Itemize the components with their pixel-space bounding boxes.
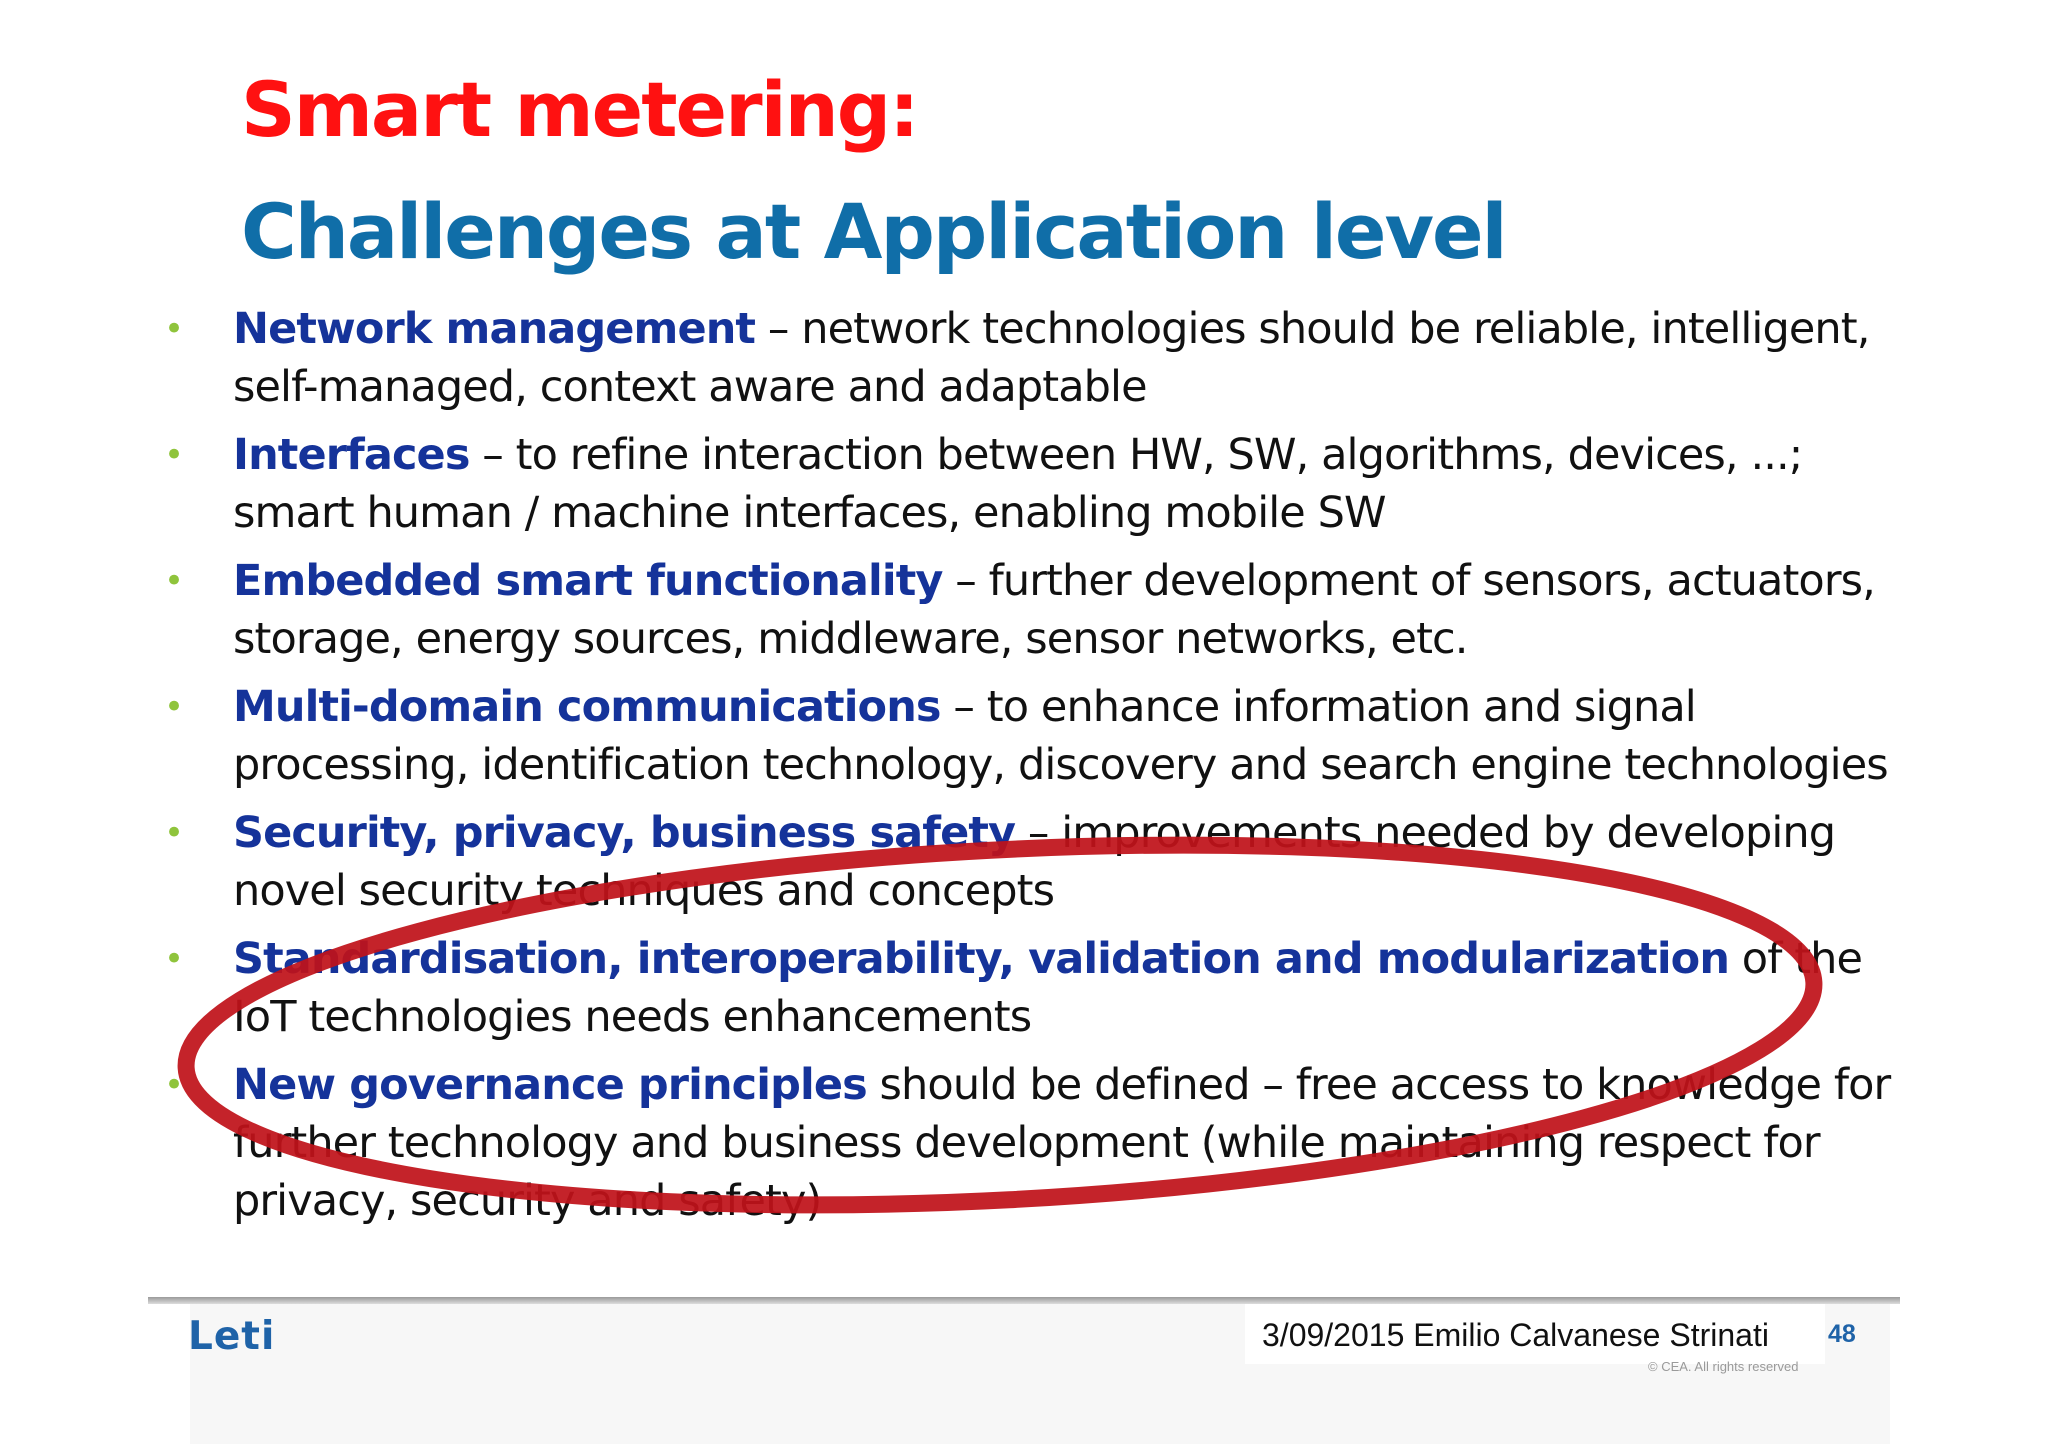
- bullet-dot-icon: •: [164, 435, 184, 475]
- bullet-text: should be defined – free access to knowledge for further technology and business development (while maintaining respect for privacy, security and safety): [233, 1060, 1891, 1226]
- bullet-text: – further development of sensors, actuators, storage, energy sources, middleware, sensor networks, etc.: [233, 556, 1875, 664]
- bullet-dot-icon: •: [164, 813, 184, 853]
- bullet-dot-icon: •: [164, 939, 184, 979]
- bullet-heading: New governance principles: [233, 1060, 867, 1110]
- bullet-heading: Standardisation, interoperability, validation and modularization: [233, 934, 1730, 984]
- bullet-item-network-management: [160, 300, 1900, 416]
- bullet-text: – improvements needed by developing novel security techniques and concepts: [233, 808, 1836, 916]
- leti-logo: Leti: [188, 1314, 276, 1359]
- bullet-dot-icon: •: [164, 687, 184, 727]
- footer-divider: [148, 1297, 1900, 1304]
- footer-date-author: 3/09/2015 Emilio Calvanese Strinati: [1262, 1317, 1769, 1353]
- bullet-item-standardisation: [160, 930, 1900, 1046]
- bullet-heading: Security, privacy, business safety: [233, 808, 1016, 858]
- bullet-dot-icon: •: [164, 309, 184, 349]
- bullet-item-governance: [160, 1056, 1900, 1230]
- bullet-list: [160, 300, 1900, 1240]
- bullet-item-security: [160, 804, 1900, 920]
- bullet-dot-icon: •: [164, 1065, 184, 1105]
- bullet-item-interfaces: [160, 426, 1900, 542]
- slide-title-line1: Smart metering:: [241, 65, 918, 154]
- bullet-text: – to refine interaction between HW, SW, algorithms, devices, ...; smart human / machine interfaces, enabling mobile SW: [233, 430, 1803, 538]
- page-number: 48: [1828, 1320, 1856, 1348]
- bullet-heading: Multi-domain communications: [233, 682, 941, 732]
- bullet-item-multi-domain-communications: [160, 678, 1900, 794]
- bullet-text: – network technologies should be reliable, intelligent, self-managed, context aware and adaptable: [233, 304, 1870, 412]
- slide-title-line2: Challenges at Application level: [241, 187, 1506, 276]
- bullet-heading: Interfaces: [233, 430, 470, 480]
- bullet-text: of the IoT technologies needs enhancements: [233, 934, 1863, 1042]
- bullet-heading: Network management: [233, 304, 756, 354]
- bullet-item-embedded-smart-functionality: [160, 552, 1900, 668]
- copyright-text: © CEA. All rights reserved: [1648, 1359, 1799, 1374]
- bullet-text: – to enhance information and signal processing, identification technology, discovery and search engine technologies: [233, 682, 1888, 790]
- bullet-heading: Embedded smart functionality: [233, 556, 943, 606]
- bullet-dot-icon: •: [164, 561, 184, 601]
